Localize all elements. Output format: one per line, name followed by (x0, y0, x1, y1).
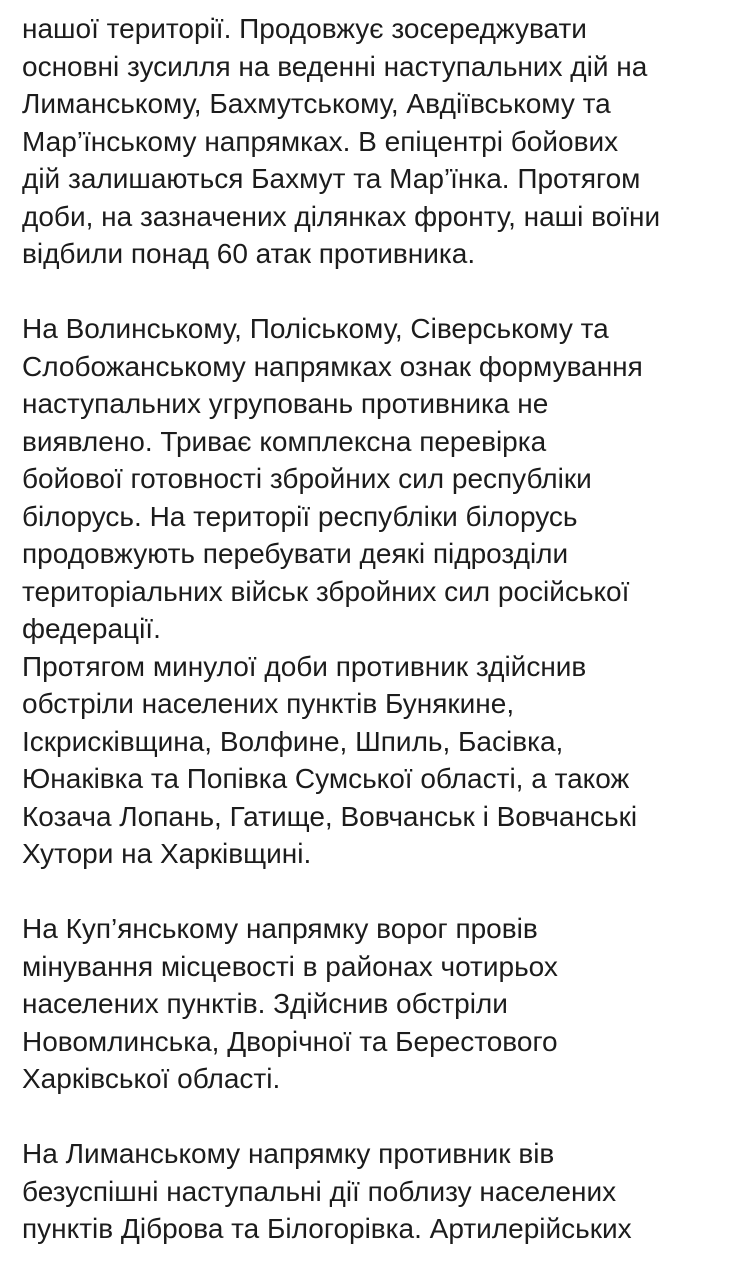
text-line: Юнаківка та Попівка Сумської області, а також (22, 763, 630, 794)
text-line: відбили понад 60 атак противника. (22, 238, 476, 269)
text-line: Харківської області. (22, 1063, 281, 1094)
text-line: Лиманському, Бахмутському, Авдіївському та (22, 88, 611, 119)
text-line: нашої території. Продовжує зосереджувати (22, 13, 587, 44)
text-line: федерації. (22, 613, 161, 644)
text-line: територіальних військ збройних сил російської (22, 575, 630, 607)
paragraph-1 (22, 10, 734, 273)
text-line: Мар’їнському напрямках. В епіцентрі бойових (22, 125, 619, 157)
text-line: На Куп’янському напрямку ворог провів (22, 913, 538, 944)
text-line: мінування місцевості в районах чотирьох (22, 950, 558, 982)
text-line: На Волинському, Поліському, Сіверському та (22, 313, 609, 344)
text-line: безуспішні наступальні дії поблизу населених (22, 1175, 617, 1207)
text-line: обстріли населених пунктів Бунякине, (22, 688, 515, 719)
text-line: Протягом минулої доби противник здійснив (22, 650, 587, 682)
text-line: наступальних угруповань противника не (22, 388, 549, 419)
text-line: Новомлинська, Дворічної та Берестового (22, 1025, 558, 1057)
text-line: продовжують перебувати деякі підрозділи (22, 538, 569, 569)
text-line: виявлено. Триває комплексна перевірка (22, 425, 547, 457)
text-line: Слобожанському напрямках ознак формування (22, 350, 643, 382)
paragraph-2 (22, 310, 734, 873)
paragraph-3 (22, 910, 734, 1098)
text-line: Хутори на Харківщині. (22, 838, 312, 869)
paragraph-gap (22, 273, 734, 311)
text-line: бойової готовності збройних сил республіки (22, 463, 592, 494)
text-line: доби, на зазначених ділянках фронту, наші воїни (22, 200, 661, 232)
paragraph-gap (22, 1098, 734, 1136)
text-line: Козача Лопань, Гатище, Вовчанськ і Вовчанські (22, 800, 638, 832)
paragraph-4 (22, 1135, 734, 1248)
text-line: Іскрисківщина, Волфине, Шпиль, Басівка, (22, 725, 564, 757)
text-line: дій залишаються Бахмут та Мар’їнка. Протягом (22, 163, 641, 194)
text-line: білорусь. На території республіки білорусь (22, 500, 578, 532)
paragraph-gap (22, 873, 734, 911)
text-line: пунктів Діброва та Білогорівка. Артилерійських (22, 1213, 632, 1244)
text-line: основні зусилля на веденні наступальних дій на (22, 50, 648, 82)
text-line: населених пунктів. Здійснив обстріли (22, 988, 508, 1019)
post-body (22, 10, 734, 1248)
text-line: На Лиманському напрямку противник вів (22, 1138, 555, 1169)
